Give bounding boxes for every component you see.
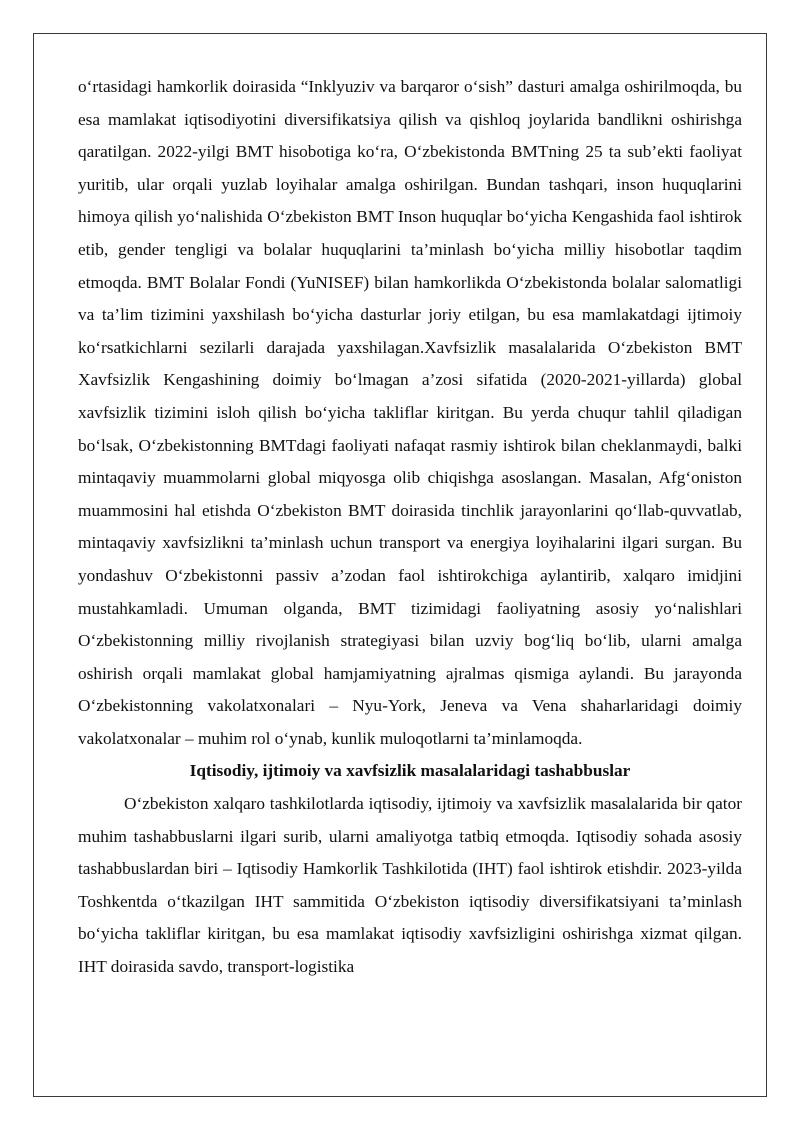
document-body (78, 71, 742, 984)
paragraph-un-cooperation: o‘rtasidagi hamkorlik doirasida “Inklyuziv va barqaror o‘sish” dasturi amalga oshirilmoqda, bu esa mamlakat iqtisodiyotini diversifikatsiya qilish va qishloq joylarida bandlikni oshirishga qaratilgan. 2022-yilgi BMT hisobotiga ko‘ra, O‘zbekistonda BMTning 25 ta sub’ekti faoliyat yuritib, ular orqali yuzlab loyihalar amalga oshirilgan. Bundan tashqari, inson huquqlarini himoya qilish yo‘nalishida O‘zbekiston BMT Inson huquqlar bo‘yicha Kengashida faol ishtirok etib, gender tengligi va bolalar huquqlarini ta’minlash bo‘yicha milliy hisobotlar taqdim etmoqda. BMT Bolalar Fondi (YuNISEF) bilan hamkorlikda O‘zbekistonda bolalar salomatligi va ta’lim tizimini yaxshilash bo‘yicha dasturlar joriy etilgan, bu esa mamlakatdagi ijtimoiy ko‘rsatkichlarni sezilarli darajada yaxshilagan.Xavfsizlik masalalarida O‘zbekiston BMT Xavfsizlik Kengashining doimiy bo‘lmagan a’zosi sifatida (2020-2021-yillarda) global xavfsizlik tizimini isloh qilish bo‘yicha takliflar kiritgan. Bu yerda chuqur tahlil qiladigan bo‘lsak, O‘zbekistonning BMTdagi faoliyati nafaqat rasmiy ishtirok bilan cheklanmaydi, balki mintaqaviy muammolarni global miqyosga olib chiqishga asoslangan. Masalan, Afg‘oniston muammosini hal etishda O‘zbekiston BMT doirasida tinchlik jarayonlarini qo‘llab-quvvatlab, mintaqaviy xavfsizlikni ta’minlash uchun transport va energiya loyihalarini ilgari surgan. Bu yondashuv O‘zbekistonni passiv a’zodan faol ishtirokchiga aylantirib, xalqaro imidjini mustahkamladi. Umuman olganda, BMT tizimidagi faoliyatning asosiy yo‘nalishlari O‘zbekistonning milliy rivojlanish strategiyasi bilan uzviy bog‘liq bo‘lib, ularni amalga oshirish orqali mamlakat global hamjamiyatning ajralmas qismiga aylandi. Bu jarayonda O‘zbekistonning vakolatxonalari – Nyu-York, Jeneva va Vena shaharlaridagi doimiy vakolatxonalar – muhim rol o‘ynab, kunlik muloqotlarni ta’minlamoqda. (78, 77, 742, 748)
paragraph-initiatives: O‘zbekiston xalqaro tashkilotlarda iqtisodiy, ijtimoiy va xavfsizlik masalalarida bir qator muhim tashabbuslarni ilgari surib, ularni amaliyotga tatbiq etmoqda. Iqtisodiy sohada asosiy tashabbuslardan biri – Iqtisodiy Hamkorlik Tashkilotida (IHT) faol ishtirok etishdir. 2023-yilda Toshkentda o‘tkazilgan IHT sammitida O‘zbekiston iqtisodiy diversifikatsiyani ta’minlash bo‘yicha takliflar kiritgan, bu esa mamlakat iqtisodiy xavfsizligini oshirishga xizmat qilgan. IHT doirasida savdo, transport-logistika (78, 794, 742, 977)
section-heading: Iqtisodiy, ijtimoiy va xavfsizlik masalalaridagi tashabbuslar (189, 761, 631, 781)
